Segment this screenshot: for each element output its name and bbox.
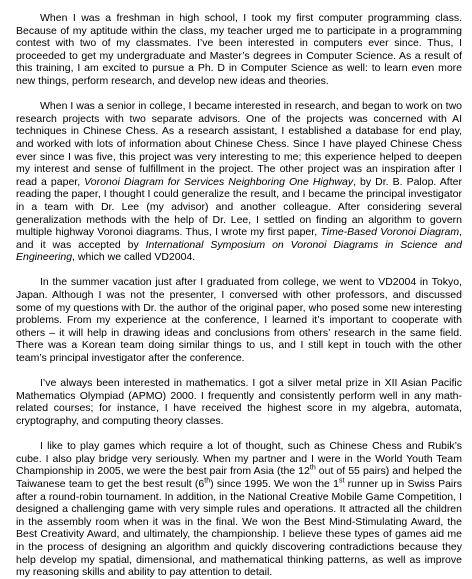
text-segment: I’ve always been interested in mathematics. I got a silver metal prize in XII Asian Pacific Mathematics Olympiad (APMO) 2000. I frequently and consistently perform well in any math-related courses; for instance, I have received the highest score in my algebra, automata, cryptography, and computing theory classes. — [16, 377, 462, 427]
statement-of-purpose-document — [16, 12, 462, 579]
paragraph-conference — [16, 276, 462, 364]
text-segment: ) since 1995. We won the 1 — [210, 477, 339, 490]
text-segment: runner up in Swiss Pairs after a round-robin tournament. In addition, in the National Creative Mobile Game Competition, I designed a challenging game with very simple rules and operations. It attracted all the children in the assembly room when it was in the final. We won the Best Mind-Stimulating Award, the Best Creativity Award, and ultimately, the championship. I believe these types of games aid me in the process of designing an algorithm and quickly discovering contradictions because they help develop my spatial, dimensional, and mathematical thinking patterns, as well as improve my reasoning skills and ability to pay attention to detail. — [16, 477, 463, 579]
text-segment: , by Dr. B. Palop. After reading the paper, I thought I could generalize the result, and I became the principal investigator in a team with Dr. Lee (my advisor) and another colleague. After considering several generalization methods with the help of Dr. Lee, I settled on finding an algorithm to govern multiple highway Voronoi diagrams. Thus, I wrote my first paper, — [16, 175, 462, 239]
paragraph-research-projects — [16, 100, 462, 264]
paragraph-games — [16, 440, 462, 579]
paper-title-italic: Voronoi Diagram for Services Neighboring One Highway — [84, 175, 354, 188]
text-segment: , and it was accepted by — [16, 226, 462, 251]
ordinal-superscript: th — [204, 477, 211, 485]
ordinal-superscript: th — [309, 464, 316, 472]
text-segment: I like to play games which require a lot of thought, such as Chinese Chess and Rubik’s cube. I also play bridge very seriously. When my partner and I were in the World Youth Team Championship in 2005, we were the best pair from Asia (the 12 — [16, 440, 462, 478]
text-segment: , which we called VD2004. — [72, 251, 196, 264]
text-segment: When I was a senior in college, I became interested in research, and began to work on two research projects with two separate advisors. One of the projects was concerned with AI techniques in Chinese Chess. As a research assistant, I established a database for end play, and worked with lots of information about Chinese Chess. Since I have played Chinese Chess ever since I was five, this project was very interesting to me; this experience helped to deepen my interest and sense of fulfillment in the project. The other project was an inspiration after I read a paper, — [16, 100, 462, 188]
paragraph-programming-interest — [16, 12, 462, 88]
paper-title-italic: Time-Based Voronoi Diagram — [320, 226, 460, 239]
text-segment: out of 55 pairs) and helped the Taiwanese team to get the best result (6 — [16, 465, 462, 490]
ordinal-superscript: st — [338, 477, 345, 485]
paragraph-mathematics — [16, 377, 462, 427]
symposium-title-italic: International Symposium on Voronoi Diagrams in Science and Engineering — [16, 238, 463, 264]
text-segment: When I was a freshman in high school, I took my first computer programming class. Because of my aptitude within the class, my teacher urged me to participate in a programming contest with two of my classmates. I’ve been interested in computers ever since. Thus, I proceeded to get my undergraduate and Master’s degrees in Computer Science. As a result of this training, I am excited to pursue a Ph. D in Computer Science as well: to learn even more new things, perform research, and develop new ideas and theories. — [16, 12, 462, 87]
text-segment: In the summer vacation just after I graduated from college, we went to VD2004 in Tokyo, Japan. Although I was not the presenter, I conversed with other professors, and discussed some of my questions with Dr. the author of the original paper, who posed some new interesting problems. From my experience at the conference, I learned it’s important to cooperate with others – it will help in drawing ideas and conclusions from others’ research in the same field. There was a Korean team doing similar things to us, and I still kept in touch with the other team’s principal investigator after the conference. — [16, 276, 462, 365]
